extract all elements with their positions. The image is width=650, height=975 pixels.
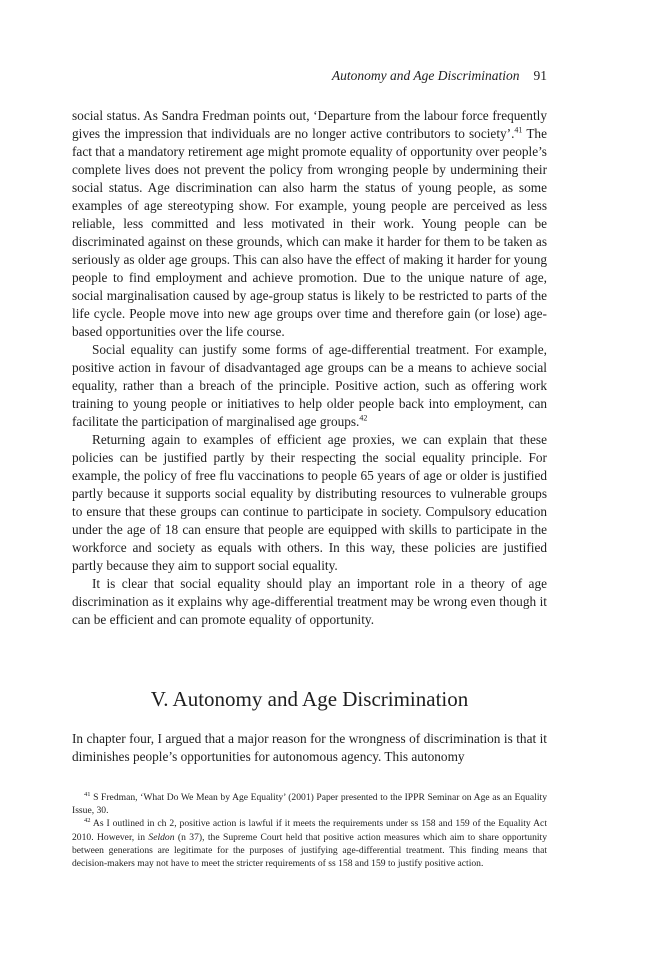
footnote-41-text: S Fredman, ‘What Do We Mean by Age Equality’ (2001) Paper presented to the IPPR Seminar on Age as an Equality Issue, 30. [72,792,547,817]
paragraph-2 [72,341,547,431]
running-header [72,67,547,85]
footnote-42-number: 42 [84,817,91,825]
footnote-41-number: 41 [84,790,91,798]
running-title: Autonomy and Age Discrimination [331,68,520,83]
main-text [72,107,547,629]
section-heading: V. Autonomy and Age Discrimination [150,687,469,711]
case-name: Seldon [148,831,175,843]
footnote-ref-42: 42 [359,413,368,423]
section-body [72,730,547,766]
footnotes [72,791,547,870]
footnote-41 [72,791,547,817]
paragraph-1-text-a: social status. As Sandra Fredman points out, ‘Departure from the labour force frequently gives the impression that individuals are no longer active contributors to society’. [72,108,547,141]
paragraph-4: It is clear that social equality should play an important role in a theory of age discrimination as it explains why age-differential treatment may be wrong even though it can be efficient and can promote equality of opportunity. [72,576,547,627]
footnote-42-text-b: (n 37), the Supreme Court held that positive action measures which aim to share opportunity between generations are legitimate for the purposes of justifying age-differential treatment. This finding means that decision-makers may not have to meet the stricter requirements of ss 158 and 159 to justify positive action. [72,831,547,870]
paragraph-1-text-b: The fact that a mandatory retirement age might promote equality of opportunity over people’s complete lives does not prevent the policy from wronging people by undermining their social status. Age discrimination can also harm the status of young people, as some examples of age stereotyping show. For example, young people are perceived as less reliable, less committed and less motivated in their work. Young people can be discriminated against on these grounds, which can make it harder for them to be taken as seriously as older age groups. This can also have the effect of making it harder for young people to find employment and achieve promotion. Due to the unique nature of age, social marginalisation caused by age-group status is likely to be restricted to parts of the life cycle. People move into new age groups over time and therefore gain (or lose) age-based opportunities over the life course. [72,126,547,339]
paragraph-2-text: Social equality can justify some forms of age-differential treatment. For example, positive action in favour of disadvantaged age groups can be a means to achieve social equality, rather than a breach of the principle. Positive action, such as offering work training to young people or initiatives to help older people back into employment, can facilitate the participation of marginalised age groups. [72,342,547,429]
paragraph-3: Returning again to examples of efficient age proxies, we can explain that these policies can be justified partly by their respecting the social equality principle. For example, the policy of free flu vaccinations to people 65 years of age or older is justified partly because it supports social equality by distributing resources to vulnerable groups to ensure that these groups can continue to participate in society. Compulsory education under the age of 18 can ensure that people are equipped with skills to participate in the workforce and society as equals with others. In this way, these policies are justified partly because they aim to support social equality. [72,432,547,573]
section-paragraph: In chapter four, I argued that a major reason for the wrongness of discrimination is that it diminishes people’s opportunities for autonomous agency. This autonomy [72,731,547,764]
page-number: 91 [533,68,547,83]
footnote-42-text-a: As I outlined in ch 2, positive action is lawful if it meets the requirements under ss 158 and 159 of the Equality Act 2010. However, in [72,818,547,843]
footnote-42 [72,817,547,870]
paragraph-1 [72,107,547,341]
footnote-ref-41: 41 [514,125,523,135]
